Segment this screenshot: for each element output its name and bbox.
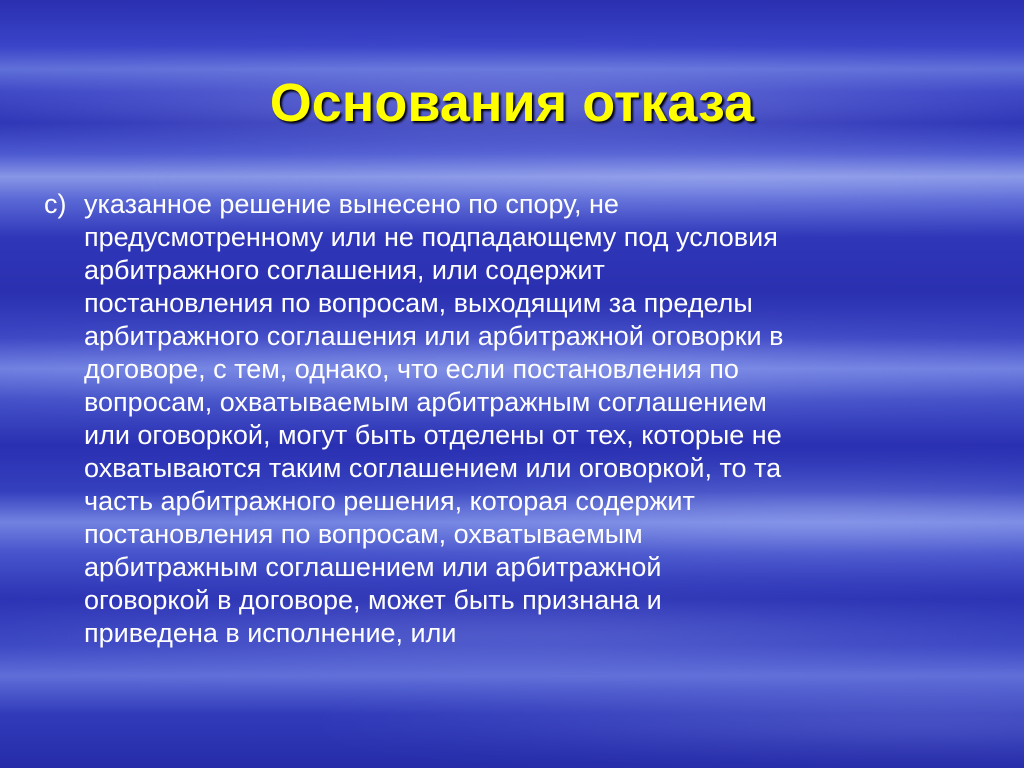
background-haze — [307, 690, 1024, 750]
list-item — [44, 188, 984, 650]
slide-title: Основания отказа — [269, 73, 755, 133]
list-marker: с) — [44, 189, 67, 219]
list-item-text: указанное решение вынесено по спору, не предусмотренному или не подпадающему под условия арбитражного соглашения, или содержит постановления по вопросам, выходящим за пределы арбитражного соглашения или арбитражной оговорки в договоре, с тем, однако, что если постановления по вопросам, охватываемым арбитражным соглашением или оговоркой, могут быть отделены от тех, которые не охватываются таким соглашением или оговоркой, то та часть арбитражного решения, которая содержит постановления по вопросам, охватываемым арбитражным соглашением или арбитражной оговоркой в договоре, может быть признана и приведена в исполнение, или — [84, 189, 784, 648]
slide-body — [44, 188, 984, 650]
